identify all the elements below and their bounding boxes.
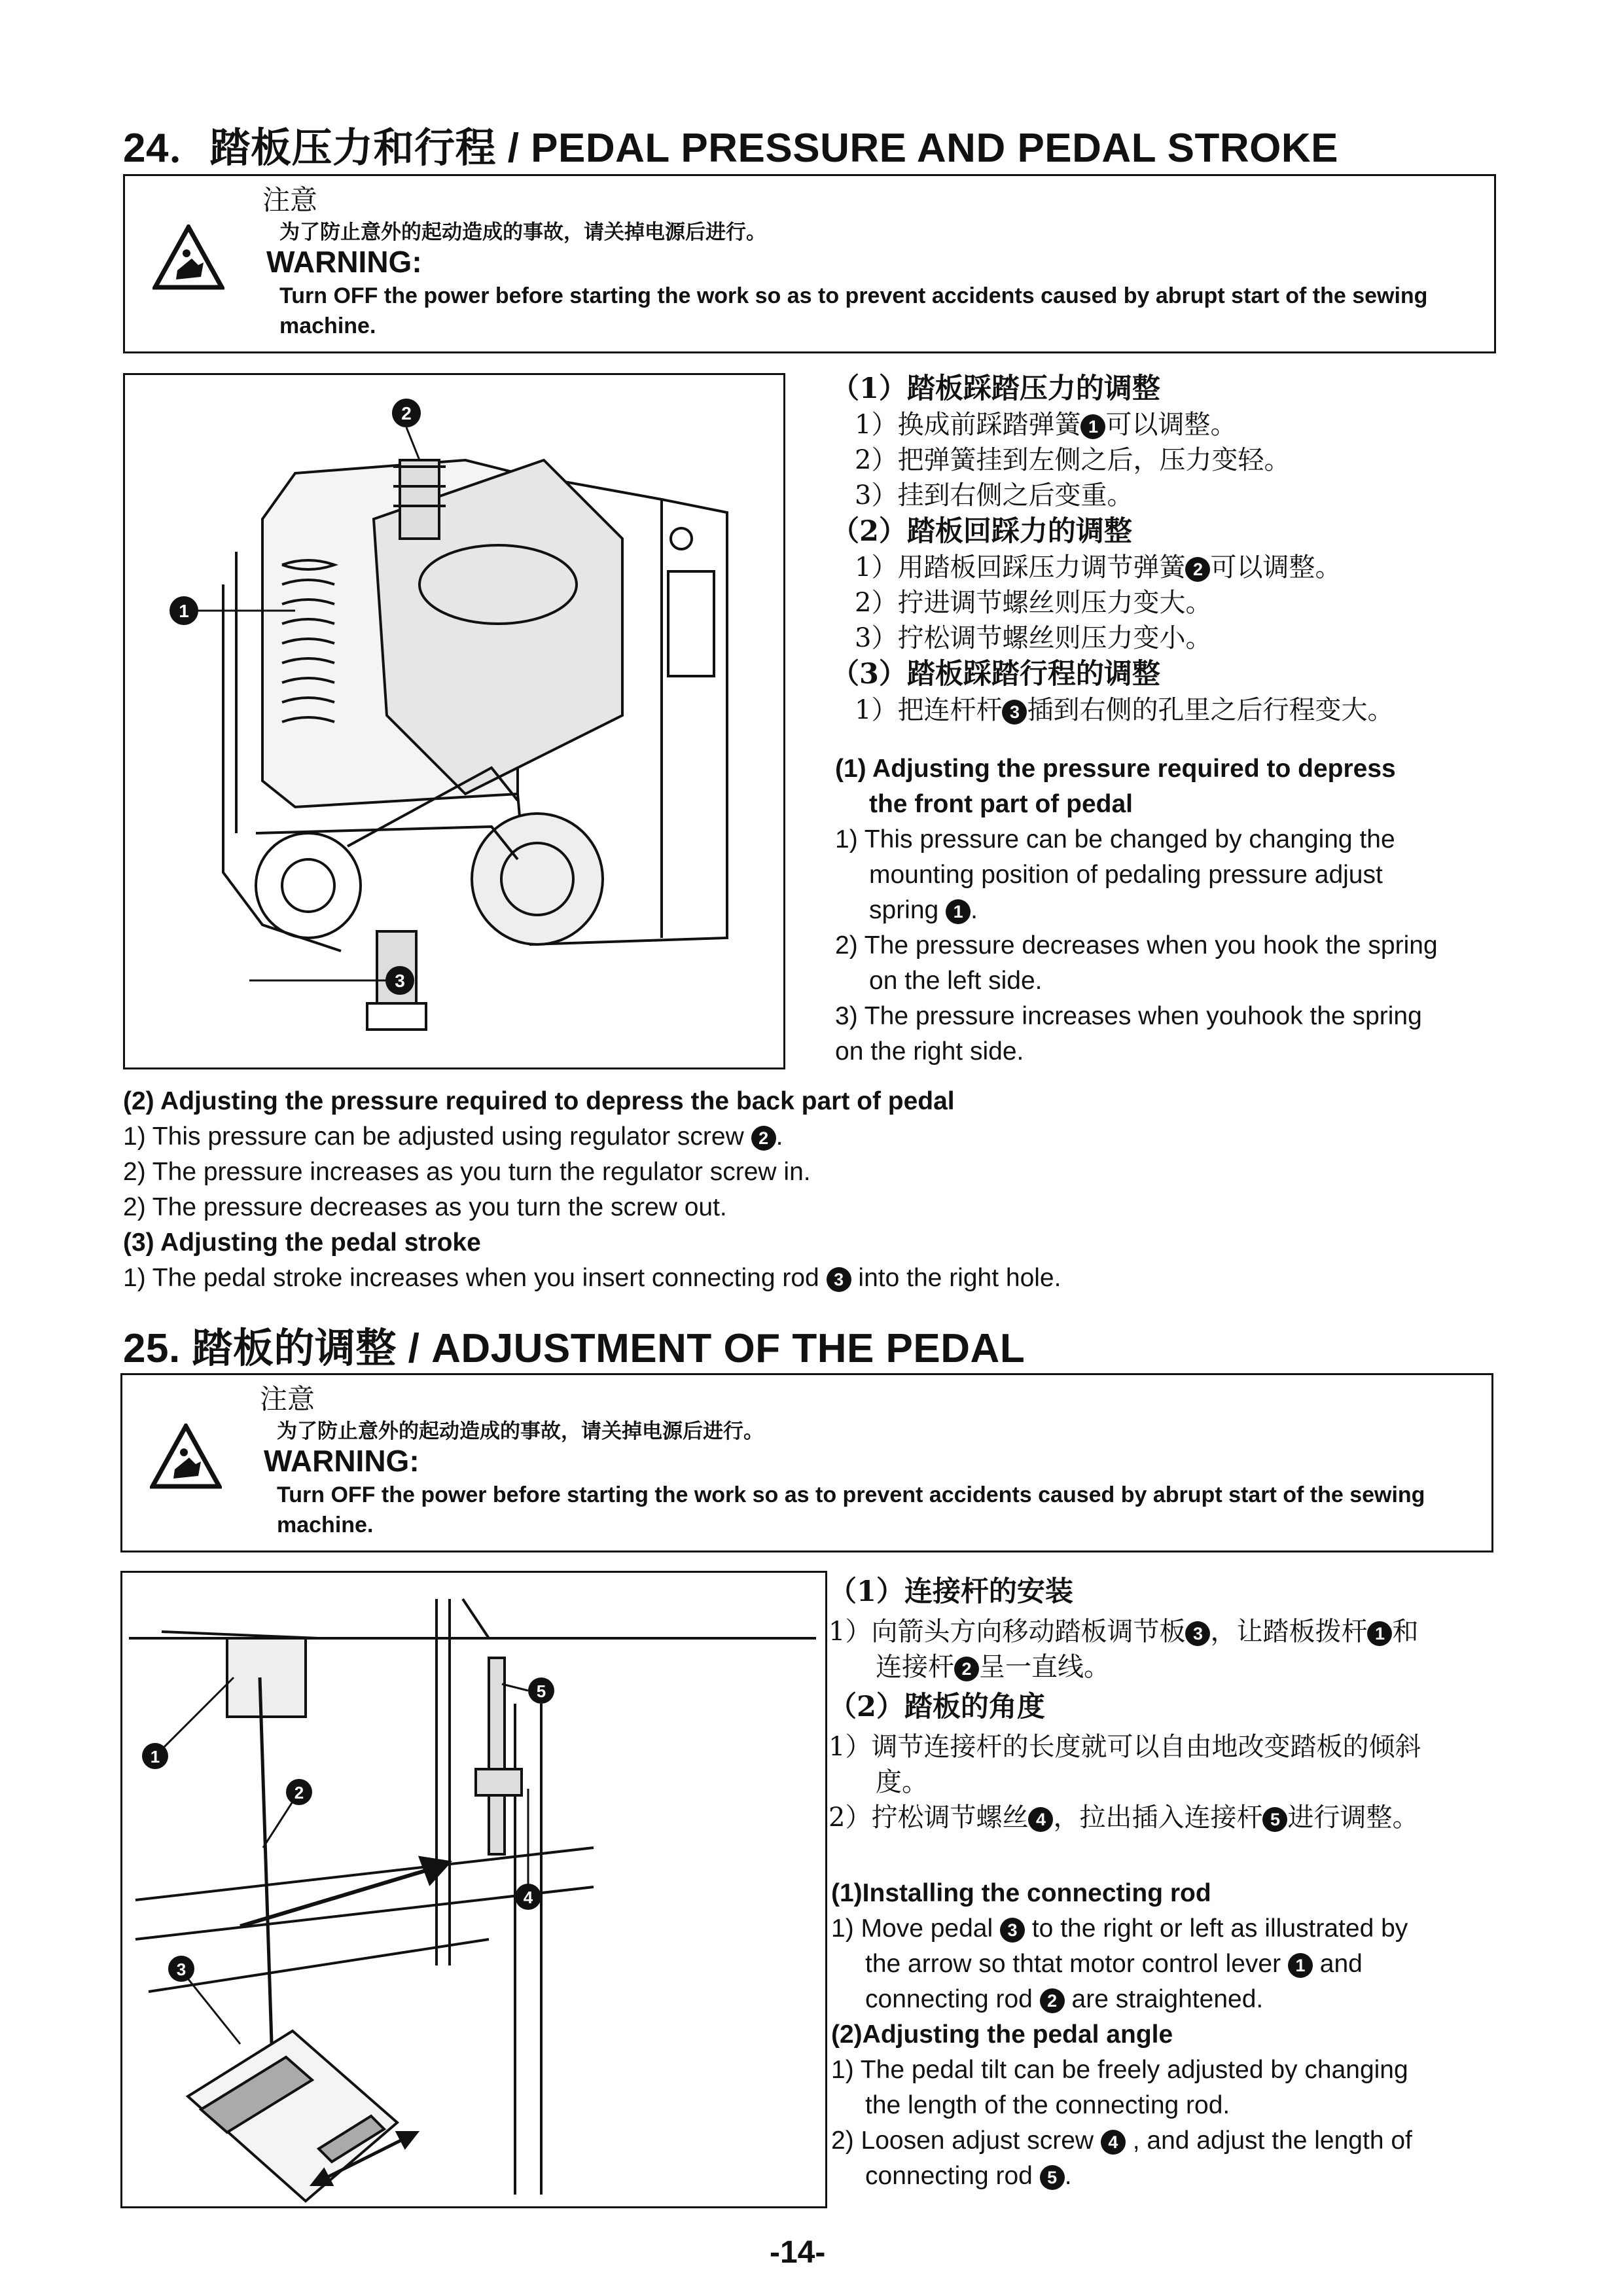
cn-item-1-1-text-c: 和: [1392, 1617, 1419, 1647]
en-item-1-1c: [831, 1946, 1486, 1982]
en-item-3-1-text-b: into the right hole.: [858, 1264, 1061, 1292]
cn-item-2-2: 2）拧进调节螺丝则压力变大。: [855, 588, 1212, 618]
cn-item-2-1: [831, 550, 1393, 585]
cn-instructions-25: [829, 1570, 1489, 1835]
en-heading-2: (2) Adjusting the pressure required to depress the back part of pedal: [123, 1087, 955, 1115]
en-item-1-1c-text: spring: [869, 896, 939, 924]
cn-item-1-1-text: 1）换成前踩踏弹簧: [855, 410, 1081, 440]
en-item-1-1-text: 1) Move pedal: [831, 1914, 993, 1943]
cn-heading-1: （1）踏板踩踏压力的调整: [831, 372, 1160, 405]
en-item-3-1-text: 1) The pedal stroke increases when you insert connecting rod: [123, 1264, 819, 1292]
cn-item-2-2: [829, 1800, 1489, 1835]
en-item-2-2-text-b: , and adjust the length of: [1132, 2126, 1412, 2155]
ref-3-icon: 3: [1185, 1621, 1210, 1646]
en-item-1-1f-text: are straightened.: [1071, 1985, 1264, 2013]
ref-5-icon: 5: [1040, 2165, 1065, 2190]
cn-item-2-1b: 度。: [876, 1767, 928, 1797]
en-heading-1: (1)Installing the connecting rod: [831, 1879, 1211, 1907]
ref-1-icon: 1: [1080, 414, 1105, 439]
en-item-1-2b: on the left side.: [869, 967, 1043, 995]
ref-1-icon: 1: [1367, 1621, 1392, 1646]
cn-item-1-1-text-e: 呈一直线。: [979, 1652, 1110, 1682]
en-item-2-1b: the length of the connecting rod.: [865, 2091, 1230, 2119]
warning-triangle-icon: [150, 1424, 222, 1489]
warning-title: WARNING:: [266, 245, 422, 279]
en-item-1-2: 2) The pressure decreases when you hook the spring: [835, 931, 1438, 960]
ref-1-icon: 1: [946, 899, 971, 924]
ref-3-icon: 3: [1002, 700, 1027, 725]
cn-item-2-1: 1）调节连接杆的长度就可以自由地改变踏板的倾斜: [829, 1732, 1421, 1762]
en-item-1-1-text-b: to the right or left as illustrated by: [1031, 1914, 1408, 1943]
cn-item-3-1: [831, 692, 1393, 728]
caution-title-cn: 注意: [262, 184, 318, 216]
page-number: -14-: [770, 2235, 826, 2270]
cn-heading-2: （2）踏板回踩力的调整: [831, 515, 1132, 548]
section-25-title: [123, 1316, 1025, 1374]
cn-item-1-1-cont: [829, 1649, 1489, 1685]
cn-item-1-1-text: 1）向箭头方向移动踏板调节板: [829, 1617, 1186, 1647]
callout-2-label: 2: [294, 1783, 304, 1803]
callout-1-label: 1: [150, 1747, 160, 1767]
warning-text: Turn OFF the power before starting the work so as to prevent accidents caused by abrupt start of the sewing machine.: [277, 1482, 1425, 1537]
cn-heading-1: （1）连接杆的安装: [829, 1575, 1073, 1608]
callout-2-label: 2: [401, 403, 412, 423]
ref-1-icon: 1: [1288, 1953, 1313, 1978]
en-item-1-1: 1) This pressure can be changed by changing the: [835, 825, 1395, 853]
en-item-1-1e: [831, 1982, 1486, 2017]
en-item-1-1c-text: the arrow so thtat motor control lever: [865, 1950, 1281, 1978]
section-24-title: [123, 115, 1338, 173]
section-24-title-cn: 24．踏板压力和行程: [123, 126, 496, 171]
cn-item-1-1-text-b: ，让踏板拨杆: [1210, 1617, 1368, 1647]
ref-4-icon: 4: [1028, 1807, 1053, 1832]
en-item-2-2c-text: connecting rod: [865, 2162, 1033, 2190]
en-item-1-1b: mounting position of pedaling pressure adjust: [869, 861, 1383, 889]
cn-item-1-1-text-d: 连接杆: [876, 1652, 954, 1682]
en-item-2-1-text: 1) This pressure can be adjusted using regulator screw: [123, 1122, 744, 1151]
warning-title: WARNING:: [264, 1444, 419, 1478]
cn-item-2-2-text-c: 进行调整。: [1287, 1803, 1419, 1833]
ref-3-icon: 3: [827, 1267, 851, 1292]
callout-3-label: 3: [395, 971, 405, 991]
callout-4-label: 4: [523, 1888, 533, 1907]
pedal-mechanism-illustration: [125, 375, 783, 1067]
ref-2-icon: 2: [1040, 1988, 1065, 2013]
warning-box-25: [120, 1373, 1493, 1552]
warning-box-24: [123, 174, 1496, 353]
cn-item-2-2-text-b: ，拉出插入连接杆: [1053, 1803, 1263, 1833]
callout-1-label: 1: [179, 601, 189, 621]
cn-heading-2: （2）踏板的角度: [829, 1691, 1045, 1723]
en-item-2-2c: connecting rod 5 .: [865, 2162, 1072, 2190]
en-item-2-2-text: 2) Loosen adjust screw: [831, 2126, 1094, 2155]
section-25-title-en: / ADJUSTMENT OF THE PEDAL: [408, 1326, 1026, 1371]
callout-3-label: 3: [176, 1960, 187, 1979]
ref-2-icon: 2: [751, 1126, 776, 1151]
en-heading-2: (2)Adjusting the pedal angle: [831, 2020, 1173, 2049]
cn-item-1-1: [829, 1614, 1489, 1649]
cn-instructions-24: [831, 370, 1393, 728]
cn-item-2-2-text: 2）拧松调节螺丝: [829, 1803, 1029, 1833]
en-item-1-3b: on the right side.: [835, 1037, 1024, 1066]
ref-4-icon: 4: [1101, 2130, 1126, 2155]
cn-item-1-3: 3）挂到右侧之后变重。: [855, 480, 1133, 511]
cn-item-1-1: [831, 407, 1393, 442]
caution-text-cn: 为了防止意外的起动造成的事故，请关掉电源后进行。: [279, 221, 766, 244]
ref-3-icon: 3: [1000, 1918, 1025, 1943]
ref-5-icon: 5: [1262, 1807, 1287, 1832]
en-item-1-1d-text: and: [1319, 1950, 1363, 1978]
caution-text-cn: 为了防止意外的起动造成的事故，请关掉电源后进行。: [277, 1420, 764, 1443]
en-item-2-3: 2) The pressure decreases as you turn the screw out.: [123, 1193, 727, 1221]
cn-item-3-1-text-b: 插到右侧的孔里之后行程变大。: [1027, 695, 1394, 725]
cn-item-3-1-text: 1）把连杆杆: [855, 695, 1003, 725]
en-heading-1: (1) Adjusting the pressure required to depress: [835, 755, 1396, 783]
cn-heading-3: （3）踏板踩踏行程的调整: [831, 658, 1160, 691]
ref-2-icon: 2: [1185, 557, 1210, 582]
cn-item-1-2: 2）把弹簧挂到左侧之后，压力变轻。: [855, 445, 1291, 475]
cn-item-2-1-text-b: 可以调整。: [1210, 552, 1342, 583]
en-item-2-2: 2) The pressure increases as you turn the regulator screw in.: [123, 1158, 811, 1186]
en-instructions-24-right: [835, 751, 1496, 1069]
figure-pedal-adjustment: [120, 1571, 827, 2208]
figure-pedal-mechanism: [123, 373, 785, 1069]
en-item-2-1: 1) This pressure can be adjusted using regulator screw 2 .: [123, 1122, 783, 1151]
ref-2-icon: 2: [954, 1657, 979, 1681]
warning-triangle-icon: [152, 224, 224, 290]
caution-title-cn: 注意: [260, 1383, 315, 1415]
callout-5-label: 5: [536, 1681, 546, 1701]
en-heading-3: (3) Adjusting the pedal stroke: [123, 1229, 481, 1257]
en-item-2-2: [831, 2123, 1486, 2159]
en-item-3-1: [123, 1261, 1484, 1296]
cn-item-2-3: 3）拧松调节螺丝则压力变小。: [855, 623, 1212, 653]
en-instructions-25: [831, 1876, 1486, 2194]
section-25-title-cn: 25. 踏板的调整: [123, 1326, 397, 1371]
en-item-2-1: 1) The pedal tilt can be freely adjusted by changing: [831, 2056, 1408, 2084]
en-heading-1b: the front part of pedal: [869, 790, 1133, 818]
en-item-1-1c: spring 1 .: [869, 896, 978, 924]
en-item-1-1e-text: connecting rod: [865, 1985, 1033, 2013]
en-instructions-24-bottom: [123, 1084, 1484, 1296]
warning-text: Turn OFF the power before starting the work so as to prevent accidents caused by abrupt start of the sewing machine.: [279, 283, 1428, 338]
cn-item-2-1-text: 1）用踏板回踩压力调节弹簧: [855, 552, 1186, 583]
en-item-1-3: 3) The pressure increases when youhook the spring: [835, 1002, 1422, 1030]
section-24-title-en: / PEDAL PRESSURE AND PEDAL STROKE: [507, 126, 1339, 171]
en-item-1-1: [831, 1911, 1486, 1946]
pedal-adjustment-illustration: [122, 1573, 825, 2206]
cn-item-1-1-text-b: 可以调整。: [1105, 410, 1237, 440]
